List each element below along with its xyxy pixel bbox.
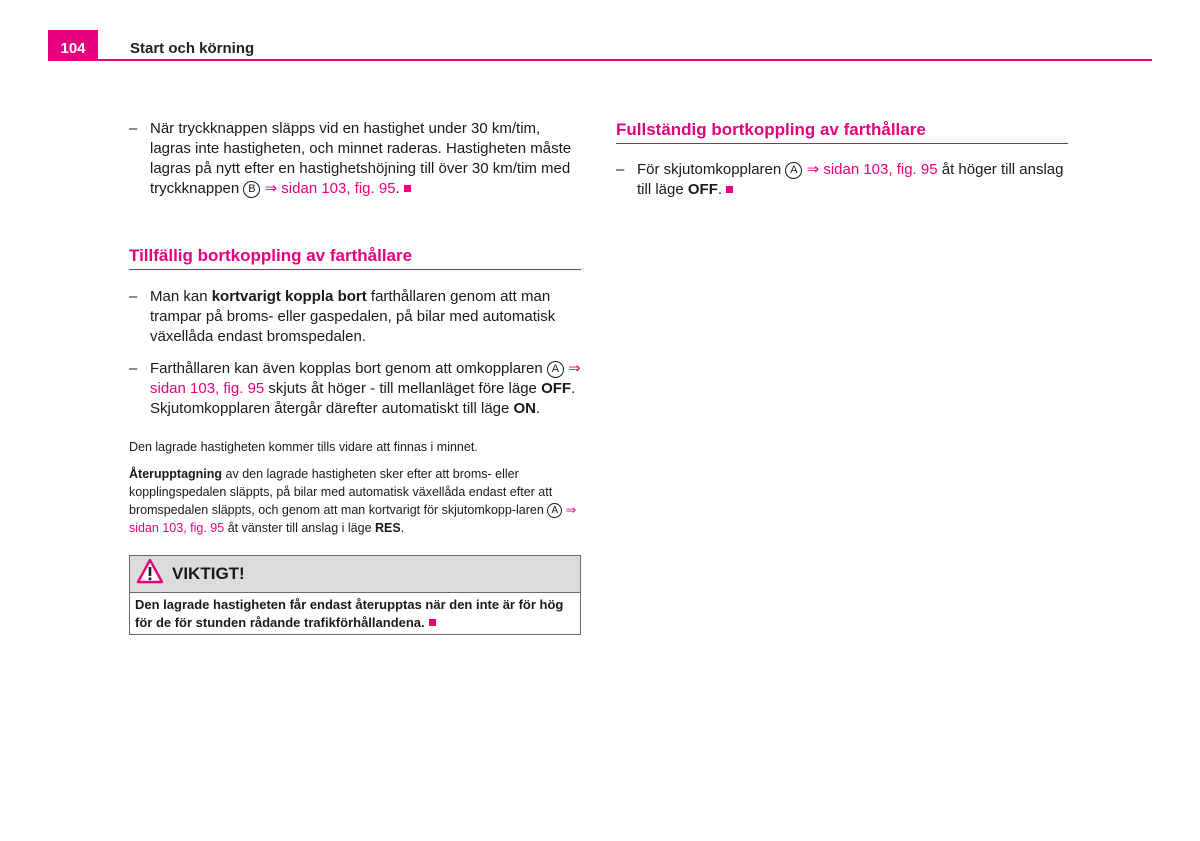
text: av den lagrade hastigheten sker efter att broms- eller kopplingspedalen släppts, på bilar med automatisk växellåda endast efter att bromspedalen släppts, och genom att man kortvarigt för skjutomkopp-laren xyxy=(129,467,553,517)
page-reference-link[interactable]: ⇒ sidan 103, fig. 95 xyxy=(129,503,577,535)
marker-a: A xyxy=(547,503,562,518)
bold-text: OFF xyxy=(541,380,572,397)
text: farthållaren genom att man trampar på broms- eller gaspedalen, på bilar med automatisk växellåda endast bromspedalen. xyxy=(150,288,556,345)
bold-text: RES xyxy=(375,521,401,535)
note-resume xyxy=(129,465,581,537)
paragraph-text: När tryckknappen släpps vid en hastighet under 30 km/tim, lagras inte hastigheten, och minnet raderas. Hastigheten måste lagras på nytt efter en hastighetshöjning till över 30 km/tim med tryckknappen xyxy=(150,120,572,197)
text: Farthållaren kan även kopplas bort genom att omkopplaren xyxy=(150,360,543,377)
warning-box xyxy=(129,555,581,635)
bold-text: kortvarigt koppla bort xyxy=(211,288,367,305)
end-square-icon xyxy=(404,185,411,192)
text: Man kan xyxy=(150,288,212,305)
bullet-brake-pedal xyxy=(129,287,581,347)
bullet-switch xyxy=(129,359,581,419)
left-column xyxy=(129,119,581,635)
bold-text: ON xyxy=(513,400,537,417)
bullet-switch-off xyxy=(616,160,1068,200)
chapter-title: Start och körning xyxy=(130,40,255,57)
marker-a: A xyxy=(547,361,564,378)
text: åt höger till anslag till läge xyxy=(637,161,1064,198)
warning-header xyxy=(130,556,580,593)
header-rule xyxy=(48,59,1152,61)
page-reference-link[interactable]: ⇒ sidan 103, fig. 95 xyxy=(806,161,938,178)
page-reference-link[interactable]: ⇒ sidan 103, fig. 95 xyxy=(264,180,396,197)
text: . Skjutomkopplaren återgår därefter automatiskt till läge xyxy=(150,380,576,417)
end-square-icon xyxy=(429,619,436,626)
period: . xyxy=(400,521,405,535)
right-column xyxy=(616,119,1068,200)
text: åt vänster till anslag i läge xyxy=(224,521,375,535)
text: skjuts åt höger - till mellanläget före läge xyxy=(264,380,542,397)
heading-temporary-disengage: Tillfällig bortkoppling av farthållare xyxy=(129,245,581,270)
page-number: 104 xyxy=(48,30,98,60)
text: Den lagrade hastigheten får endast återupptas när den inte är för hög för de för stunden rådande trafikförhållandena. xyxy=(135,597,564,630)
text: För skjutomkopplaren xyxy=(637,161,782,178)
bullet-dash: – xyxy=(129,360,138,377)
bullet-dash: – xyxy=(616,161,625,178)
warning-title: VIKTIGT! xyxy=(172,564,245,583)
bullet-dash: – xyxy=(129,288,138,305)
bullet-dash: – xyxy=(129,120,138,137)
bold-text: OFF xyxy=(687,181,718,198)
period: . xyxy=(536,400,541,417)
paragraph-release-speed xyxy=(129,119,581,199)
warning-text xyxy=(130,593,580,634)
end-square-icon xyxy=(726,186,733,193)
bold-text: Återupptagning xyxy=(129,467,223,481)
marker-a: A xyxy=(785,162,802,179)
page-reference-link[interactable]: ⇒ sidan 103, fig. 95 xyxy=(150,360,581,397)
period: . xyxy=(717,181,723,198)
period: . xyxy=(395,180,400,197)
heading-full-disengage: Fullständig bortkoppling av farthållare xyxy=(616,119,1068,144)
note-stored-speed: Den lagrade hastigheten kommer tills vidare att finnas i minnet. xyxy=(129,440,478,454)
warning-triangle-icon xyxy=(136,558,164,590)
marker-b: B xyxy=(243,181,260,198)
